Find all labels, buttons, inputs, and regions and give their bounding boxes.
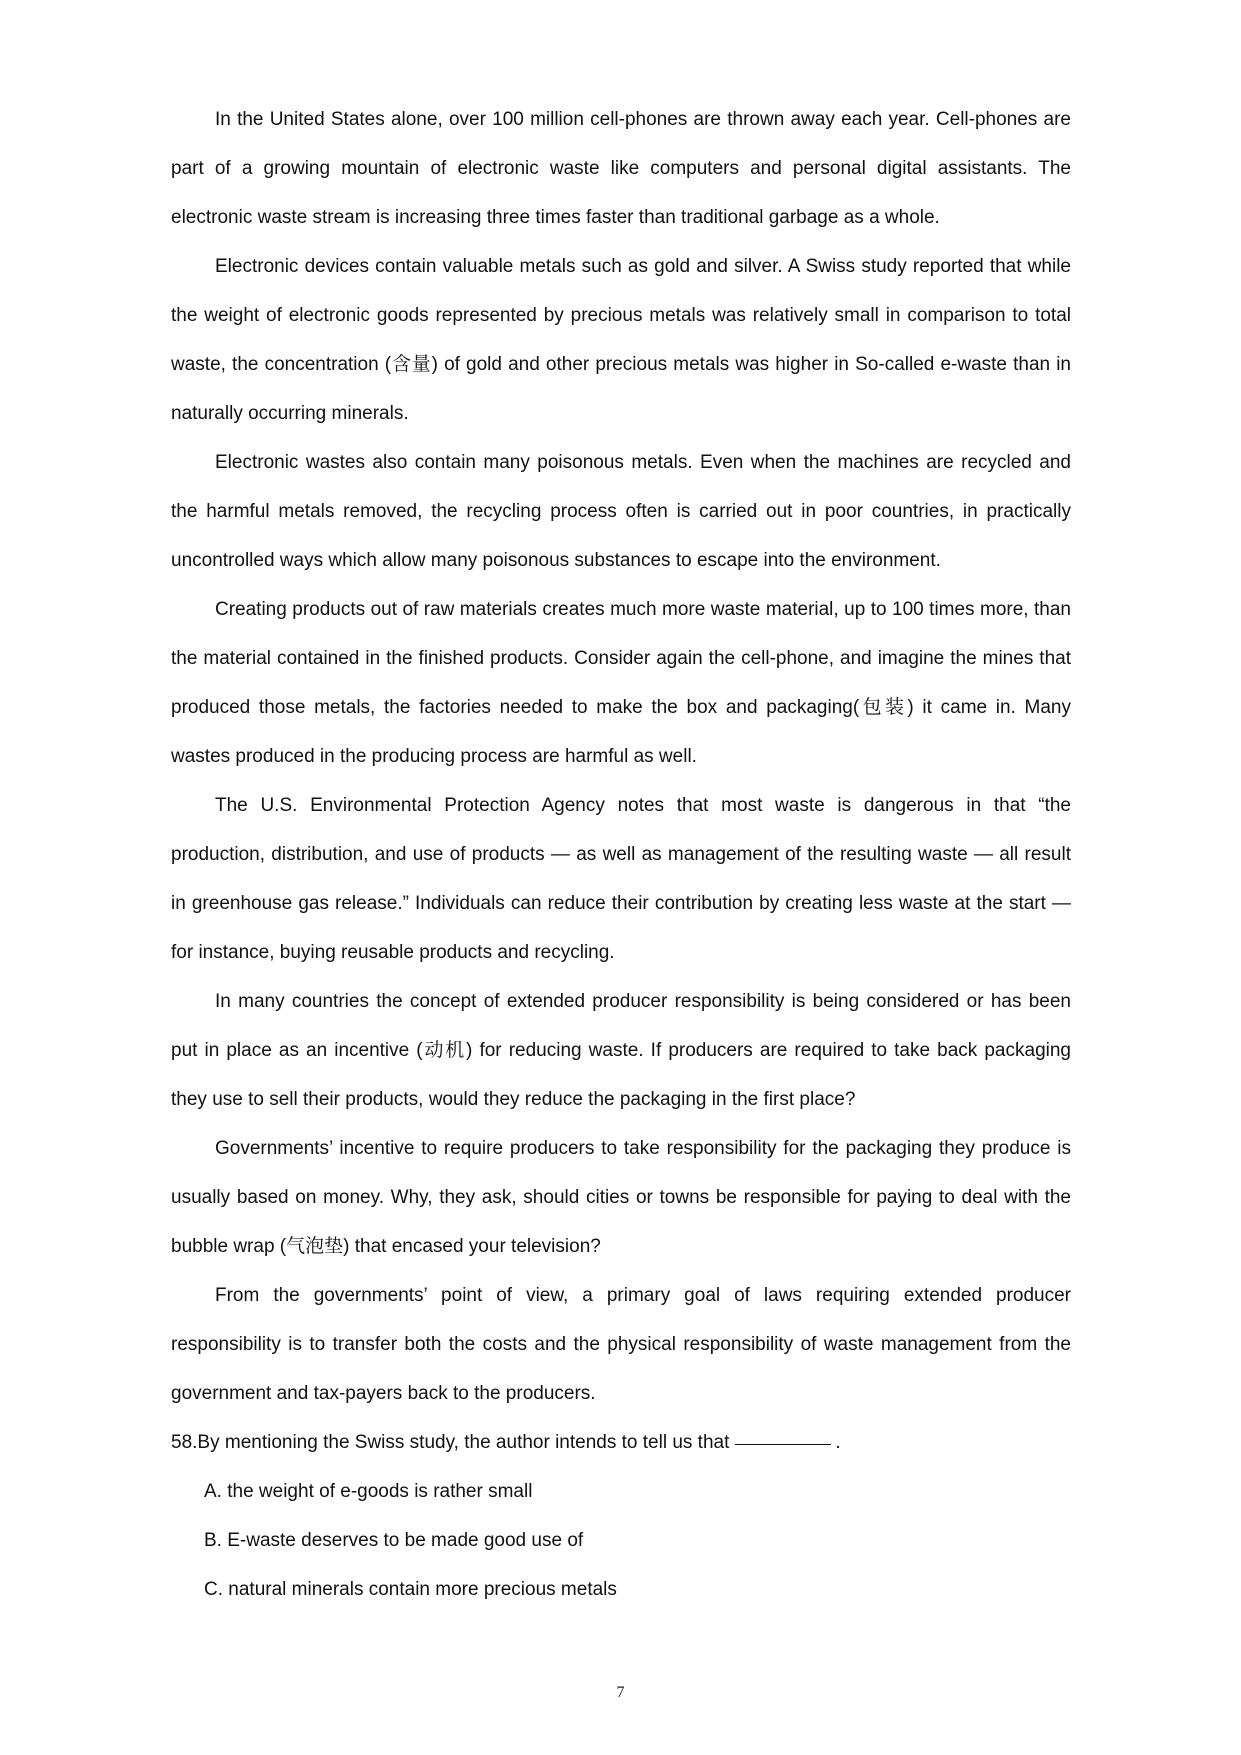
- page-content: [171, 95, 1071, 1614]
- passage-paragraph-7: Governments’ incentive to require producers to take responsibility for the packaging they produce is usually based on money. Why, they ask, should cities or towns be responsible for paying to deal with the bubble wrap (气泡垫) that encased your television?: [171, 1138, 1071, 1257]
- question-stem: 58.By mentioning the Swiss study, the author intends to tell us that: [171, 1432, 730, 1453]
- passage-paragraph-1: In the United States alone, over 100 million cell-phones are thrown away each year. Cell-phones are part of a growing mountain of electronic waste like computers and personal digital assistants. The electronic waste stream is increasing three times faster than traditional garbage as a whole.: [171, 109, 1071, 228]
- option-a: A. the weight of e-goods is rather small: [204, 1481, 533, 1502]
- answer-blank: [735, 1443, 831, 1445]
- page-number: 7: [616, 1684, 625, 1701]
- question-58: [171, 1418, 1071, 1467]
- option-b: B. E-waste deserves to be made good use of: [204, 1530, 584, 1551]
- passage-paragraph-2: Electronic devices contain valuable metals such as gold and silver. A Swiss study reported that while the weight of electronic goods represented by precious metals was relatively small in comparison to total waste, the concentration (含量) of gold and other precious metals was higher in So-called e-waste than in naturally occurring minerals.: [171, 256, 1071, 424]
- passage-paragraph-8: From the governments’ point of view, a primary goal of laws requiring extended producer responsibility is to transfer both the costs and the physical responsibility of waste management from the government and tax-payers back to the producers.: [171, 1285, 1071, 1404]
- passage-paragraph-4: Creating products out of raw materials creates much more waste material, up to 100 times more, than the material contained in the finished products. Consider again the cell-phone, and imagine the mines that produced those metals, the factories needed to make the box and packaging(包装) it came in. Many wastes produced in the producing process are harmful as well.: [171, 599, 1071, 767]
- question-end: .: [835, 1432, 841, 1453]
- passage-paragraph-6: In many countries the concept of extended producer responsibility is being considered or has been put in place as an incentive (动机) for reducing waste. If producers are required to take back packaging they use to sell their products, would they reduce the packaging in the first place?: [171, 991, 1071, 1110]
- option-c: C. natural minerals contain more precious metals: [204, 1579, 617, 1600]
- passage-paragraph-3: Electronic wastes also contain many poisonous metals. Even when the machines are recycled and the harmful metals removed, the recycling process often is carried out in poor countries, in practically uncontrolled ways which allow many poisonous substances to escape into the environment.: [171, 452, 1071, 571]
- passage-paragraph-5: The U.S. Environmental Protection Agency notes that most waste is dangerous in that “the production, distribution, and use of products — as well as management of the resulting waste — all result in greenhouse gas release.” Individuals can reduce their contribution by creating less waste at the start — for instance, buying reusable products and recycling.: [171, 795, 1071, 963]
